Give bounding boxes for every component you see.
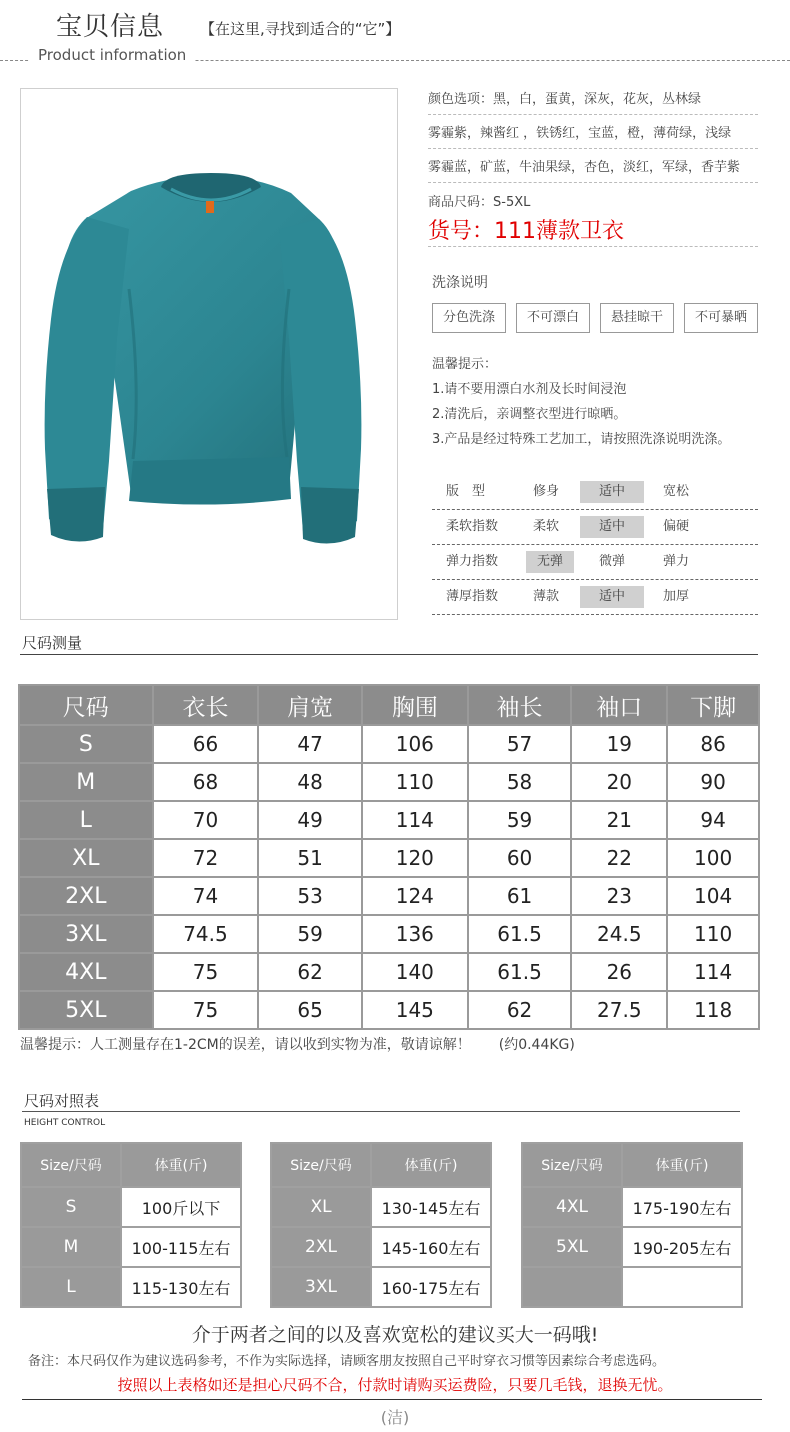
measure-header-cell: 肩宽 — [258, 685, 362, 725]
measure-cell: 53 — [258, 877, 362, 915]
size-cell: M — [19, 763, 153, 801]
measure-cell: 74 — [153, 877, 259, 915]
attribute-label: 版 型 — [446, 484, 486, 499]
measure-header-cell: 衣长 — [153, 685, 259, 725]
size-compare-table — [20, 1142, 242, 1308]
attribute-option: 适中 — [580, 516, 644, 538]
measure-cell: 94 — [667, 801, 759, 839]
attribute-label: 薄厚指数 — [446, 589, 499, 604]
wash-item: 不可暴晒 — [684, 303, 758, 333]
size-cell: L — [19, 801, 153, 839]
compare-weight-cell: 160-175左右 — [371, 1267, 491, 1307]
measure-cell: 110 — [667, 915, 759, 953]
measure-note-text: 温馨提示：人工测量存在1-2CM的误差，请以收到实物为准，敬请谅解！ — [20, 1037, 471, 1053]
compare-size-cell: M — [21, 1227, 121, 1267]
measure-cell: 27.5 — [571, 991, 667, 1029]
attribute-option: 微弹 — [598, 554, 625, 569]
header — [0, 0, 790, 70]
table-row — [21, 1187, 241, 1227]
tip-line: 2.清洗后，亲调整衣型进行晾晒。 — [432, 407, 627, 422]
compare-size-cell: XL — [271, 1187, 371, 1227]
attribute-row — [432, 474, 758, 510]
measure-cell: 140 — [362, 953, 468, 991]
measure-cell: 118 — [667, 991, 759, 1029]
table-row — [19, 915, 759, 953]
measure-cell: 47 — [258, 725, 362, 763]
measure-cell: 90 — [667, 763, 759, 801]
size-cell: XL — [19, 839, 153, 877]
attribute-row — [432, 509, 758, 545]
measure-cell: 72 — [153, 839, 259, 877]
table-row — [19, 801, 759, 839]
page-subtitle-en: Product information — [38, 46, 187, 64]
measure-header-cell: 袖长 — [468, 685, 572, 725]
table-row — [19, 877, 759, 915]
color-options-line-2: 雾霾紫，辣酱红 ，铁锈红，宝蓝，橙，薄荷绿，浅绿 — [428, 126, 732, 141]
attribute-option: 偏硬 — [662, 519, 689, 534]
compare-header-size: Size/尺码 — [271, 1143, 371, 1187]
measure-cell: 61 — [468, 877, 572, 915]
tip-line: 3.产品是经过特殊工艺加工，请按照洗涤说明洗涤。 — [432, 432, 731, 447]
measure-cell: 59 — [468, 801, 572, 839]
table-row — [271, 1227, 491, 1267]
attribute-label: 柔软指数 — [446, 519, 499, 534]
measure-cell: 145 — [362, 991, 468, 1029]
size-cell: 5XL — [19, 991, 153, 1029]
compare-weight-cell: 145-160左右 — [371, 1227, 491, 1267]
measure-cell: 61.5 — [468, 915, 572, 953]
compare-size-cell — [522, 1267, 622, 1307]
measure-cell: 86 — [667, 725, 759, 763]
compare-header-weight: 体重(斤) — [622, 1143, 742, 1187]
color-options-line-3: 雾霾蓝，矿蓝，牛油果绿，杏色，淡红，军绿，香芋紫 — [428, 160, 741, 175]
measure-cell: 120 — [362, 839, 468, 877]
compare-weight-cell — [622, 1267, 742, 1307]
compare-weight-cell: 100-115左右 — [121, 1227, 241, 1267]
table-row — [19, 839, 759, 877]
color-options-line-1: 颜色选项：黑，白，蛋黄，深灰，花灰，丛林绿 — [428, 92, 702, 107]
measure-header-cell: 胸围 — [362, 685, 468, 725]
compare-size-cell: 3XL — [271, 1267, 371, 1307]
table-row — [21, 1227, 241, 1267]
measure-cell: 62 — [468, 991, 572, 1029]
measure-cell: 59 — [258, 915, 362, 953]
compare-size-cell: S — [21, 1187, 121, 1227]
footer-mark: (洁) — [380, 1408, 410, 1427]
page-title: 宝贝信息 — [56, 12, 165, 42]
size-range: 商品尺码：S-5XL — [428, 195, 531, 210]
measure-cell: 60 — [468, 839, 572, 877]
tips-title: 温馨提示： — [432, 357, 498, 372]
weight-note: (约0.44KG) — [498, 1037, 575, 1053]
wash-title: 洗涤说明 — [432, 275, 488, 291]
attribute-option: 修身 — [532, 484, 559, 499]
measure-header-cell: 下脚 — [667, 685, 759, 725]
remark-note: 备注：本尺码仅作为建议选码参考，不作为实际选择，请顾客朋友按照自己平时穿衣习惯等因素综合考虑选码。 — [28, 1354, 666, 1369]
measure-cell: 22 — [571, 839, 667, 877]
measure-cell: 24.5 — [571, 915, 667, 953]
compare-header-size: Size/尺码 — [522, 1143, 622, 1187]
warning-note: 按照以上表格如还是担心尺码不合，付款时请购买运费险，只要几毛钱，退换无忧。 — [117, 1376, 673, 1394]
product-photo — [20, 88, 398, 620]
size-cell: S — [19, 725, 153, 763]
size-compare-table — [270, 1142, 492, 1308]
attribute-option: 宽松 — [662, 484, 689, 499]
compare-title: 尺码对照表 — [24, 1092, 100, 1110]
measure-cell: 57 — [468, 725, 572, 763]
measure-cell: 124 — [362, 877, 468, 915]
measure-cell: 51 — [258, 839, 362, 877]
measure-cell: 114 — [362, 801, 468, 839]
measure-cell: 74.5 — [153, 915, 259, 953]
compare-header-size: Size/尺码 — [21, 1143, 121, 1187]
table-row — [19, 763, 759, 801]
measure-cell: 19 — [571, 725, 667, 763]
table-row — [21, 1267, 241, 1307]
attribute-option: 弹力 — [662, 554, 689, 569]
tip-line: 1.请不要用漂白水剂及长时间浸泡 — [432, 382, 627, 397]
table-row — [19, 725, 759, 763]
measure-cell: 48 — [258, 763, 362, 801]
table-row — [271, 1187, 491, 1227]
compare-weight-cell: 175-190左右 — [622, 1187, 742, 1227]
compare-weight-cell: 190-205左右 — [622, 1227, 742, 1267]
attribute-option: 薄款 — [532, 589, 559, 604]
measure-note — [20, 1034, 575, 1054]
compare-weight-cell: 100斤以下 — [121, 1187, 241, 1227]
measure-cell: 68 — [153, 763, 259, 801]
measure-cell: 26 — [571, 953, 667, 991]
measure-cell: 104 — [667, 877, 759, 915]
measure-header-cell: 尺码 — [19, 685, 153, 725]
table-row — [19, 991, 759, 1029]
measure-cell: 21 — [571, 801, 667, 839]
measure-cell: 114 — [667, 953, 759, 991]
measure-header-cell: 袖口 — [571, 685, 667, 725]
measure-cell: 110 — [362, 763, 468, 801]
compare-size-cell: L — [21, 1267, 121, 1307]
table-row — [522, 1227, 742, 1267]
compare-weight-cell: 130-145左右 — [371, 1187, 491, 1227]
measure-cell: 75 — [153, 991, 259, 1029]
compare-size-cell: 2XL — [271, 1227, 371, 1267]
table-row — [522, 1187, 742, 1227]
size-compare-table — [521, 1142, 743, 1308]
attribute-option: 加厚 — [662, 589, 689, 604]
attribute-option: 适中 — [580, 586, 644, 608]
size-cell: 2XL — [19, 877, 153, 915]
measure-cell: 58 — [468, 763, 572, 801]
attribute-label: 弹力指数 — [446, 554, 499, 569]
size-cell: 3XL — [19, 915, 153, 953]
measure-cell: 75 — [153, 953, 259, 991]
attribute-row — [432, 579, 758, 615]
compare-size-cell: 5XL — [522, 1227, 622, 1267]
table-row — [271, 1267, 491, 1307]
measure-cell: 65 — [258, 991, 362, 1029]
measure-cell: 66 — [153, 725, 259, 763]
compare-header-weight: 体重(斤) — [121, 1143, 241, 1187]
compare-header-weight: 体重(斤) — [371, 1143, 491, 1187]
measure-cell: 70 — [153, 801, 259, 839]
page-subtitle: 【在这里,寻找到适合的“它”】 — [200, 20, 401, 38]
measure-cell: 23 — [571, 877, 667, 915]
measure-cell: 49 — [258, 801, 362, 839]
measure-cell: 136 — [362, 915, 468, 953]
attribute-row — [432, 544, 758, 580]
advice-note: 介于两者之间的以及喜欢宽松的建议买大一码哦! — [191, 1324, 599, 1346]
wash-item: 分色洗涤 — [432, 303, 506, 333]
item-number: 货号：111薄款卫衣 — [428, 219, 624, 244]
compare-title-en: HEIGHT CONTROL — [24, 1118, 106, 1128]
attribute-option: 无弹 — [526, 551, 574, 573]
compare-weight-cell: 115-130左右 — [121, 1267, 241, 1307]
measurement-table — [18, 684, 760, 1030]
size-cell: 4XL — [19, 953, 153, 991]
wash-item: 悬挂晾干 — [600, 303, 674, 333]
measure-cell: 100 — [667, 839, 759, 877]
measure-cell: 62 — [258, 953, 362, 991]
measure-title: 尺码测量 — [22, 634, 83, 652]
sweatshirt-image — [21, 89, 399, 621]
measure-cell: 106 — [362, 725, 468, 763]
compare-size-cell: 4XL — [522, 1187, 622, 1227]
measure-cell: 20 — [571, 763, 667, 801]
measure-cell: 61.5 — [468, 953, 572, 991]
wash-item: 不可漂白 — [516, 303, 590, 333]
attribute-option: 适中 — [580, 481, 644, 503]
table-row — [522, 1267, 742, 1307]
table-row — [19, 953, 759, 991]
attribute-option: 柔软 — [532, 519, 559, 534]
